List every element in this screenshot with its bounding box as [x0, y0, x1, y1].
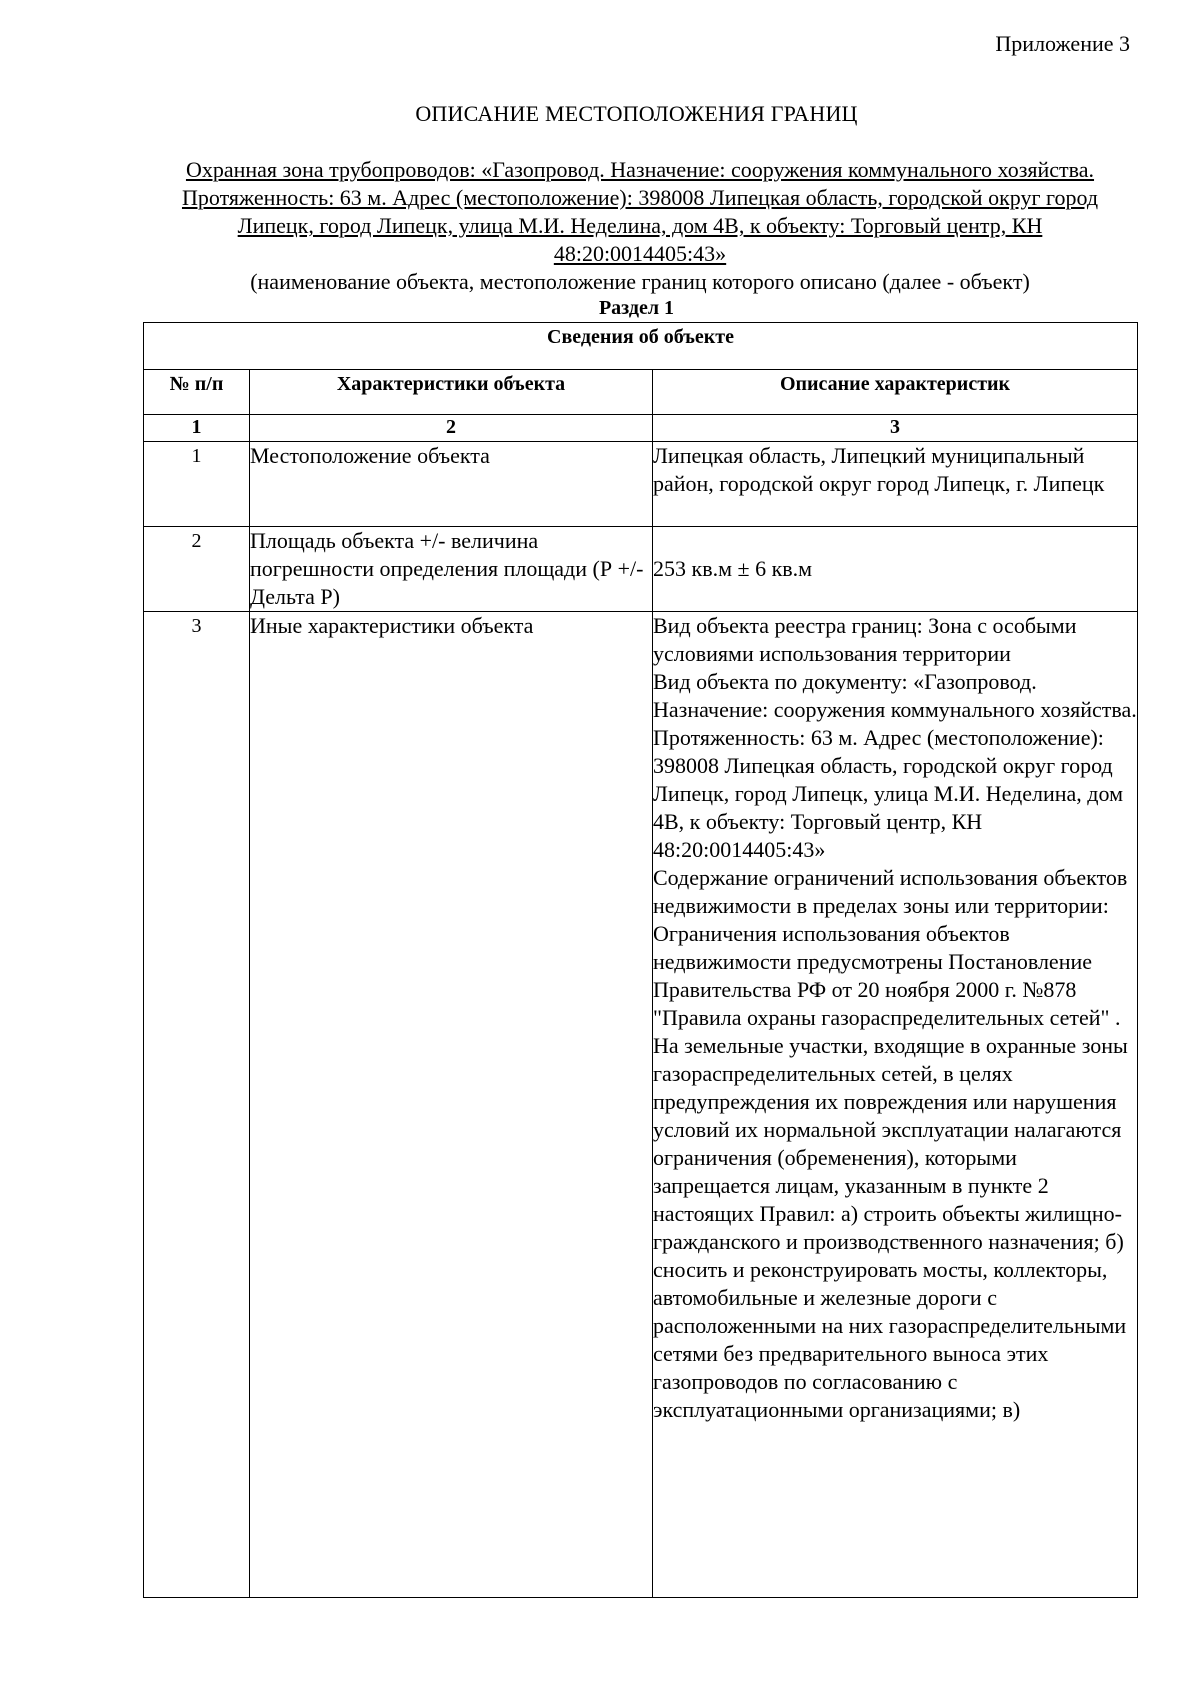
- row-description: Липецкая область, Липецкий муниципальный район, городской округ город Липецк, г. Липецк: [653, 442, 1138, 527]
- row-number: 1: [144, 442, 250, 527]
- column-number-1: 1: [144, 415, 250, 442]
- appendix-label: Приложение 3: [995, 31, 1130, 56]
- column-header-characteristic: Характеристики объекта: [250, 370, 653, 415]
- column-number-3: 3: [653, 415, 1138, 442]
- table-caption: Сведения об объекте: [144, 323, 1138, 370]
- column-header-num: № п/п: [144, 370, 250, 415]
- section-label: Раздел 1: [598, 297, 675, 319]
- row-characteristic: Иные характеристики объекта: [250, 612, 653, 1598]
- object-info-table: [143, 322, 1138, 1598]
- row-description: 253 кв.м ± 6 кв.м: [653, 527, 1138, 612]
- column-header-description: Описание характеристик: [653, 370, 1138, 415]
- table-row: [144, 442, 1138, 527]
- table-row: [144, 612, 1138, 1598]
- object-name-caption: (наименование объекта, местоположение границ которого описано (далее - объект): [250, 269, 1030, 294]
- column-number-2: 2: [250, 415, 653, 442]
- table-caption-row: [144, 323, 1138, 370]
- object-name: Охранная зона трубопроводов: «Газопровод. Назначение: сооружения коммунального хозяйства. Протяженность: 63 м. Адрес (местоположение): 398008 Липецкая область, городской округ город Липецк, город Липецк, улица М.И. Неделина, дом 4В, к объекту: Торговый центр, КН 48:20:0014405:43»: [181, 157, 1099, 266]
- row-characteristic: Площадь объекта +/- величина погрешности определения площади (Р +/- Дельта Р): [250, 527, 653, 612]
- table-row: [144, 527, 1138, 612]
- row-characteristic: Местоположение объекта: [250, 442, 653, 527]
- row-description-text: Вид объекта реестра границ: Зона с особыми условиями использования территории Вид объекта по документу: «Газопровод. Назначение: сооружения коммунального хозяйства. Протяженность: 63 м. Адрес (местоположение): 398008 Липецкая область, городской округ город Липецк, город Липецк, улица М.И. Неделина, дом 4В, к объекту: Торговый центр, КН 48:20:0014405:43» Содержание ограничений использования объектов недвижимости в пределах зоны или территории: Ограничения использования объектов недвижимости предусмотрены Постановление Правительства РФ от 20 ноября 2000 г. №878 "Правила охраны газораспределительных сетей" . На земельные участки, входящие в охранные зоны газораспределительных сетей, в целях предупреждения их повреждения или нарушения условий их нормальной эксплуатации налагаются ограничения (обременения), которыми запрещается лицам, указанным в пункте 2 настоящих Правил: а) строить объекты жилищно-гражданского и производственного назначения; б) сносить и реконструировать мосты, коллекторы, автомобильные и железные дороги с расположенными на них газораспределительными сетями без предварительного выноса этих газопроводов по согласованию с эксплуатационными организациями; в): [653, 613, 1137, 1422]
- row-number: 2: [144, 527, 250, 612]
- table-header-row: [144, 370, 1138, 415]
- column-number-row: [144, 415, 1138, 442]
- document-title: ОПИСАНИЕ МЕСТОПОЛОЖЕНИЯ ГРАНИЦ: [415, 101, 858, 126]
- row-description: [653, 612, 1138, 1598]
- row-number: 3: [144, 612, 250, 1598]
